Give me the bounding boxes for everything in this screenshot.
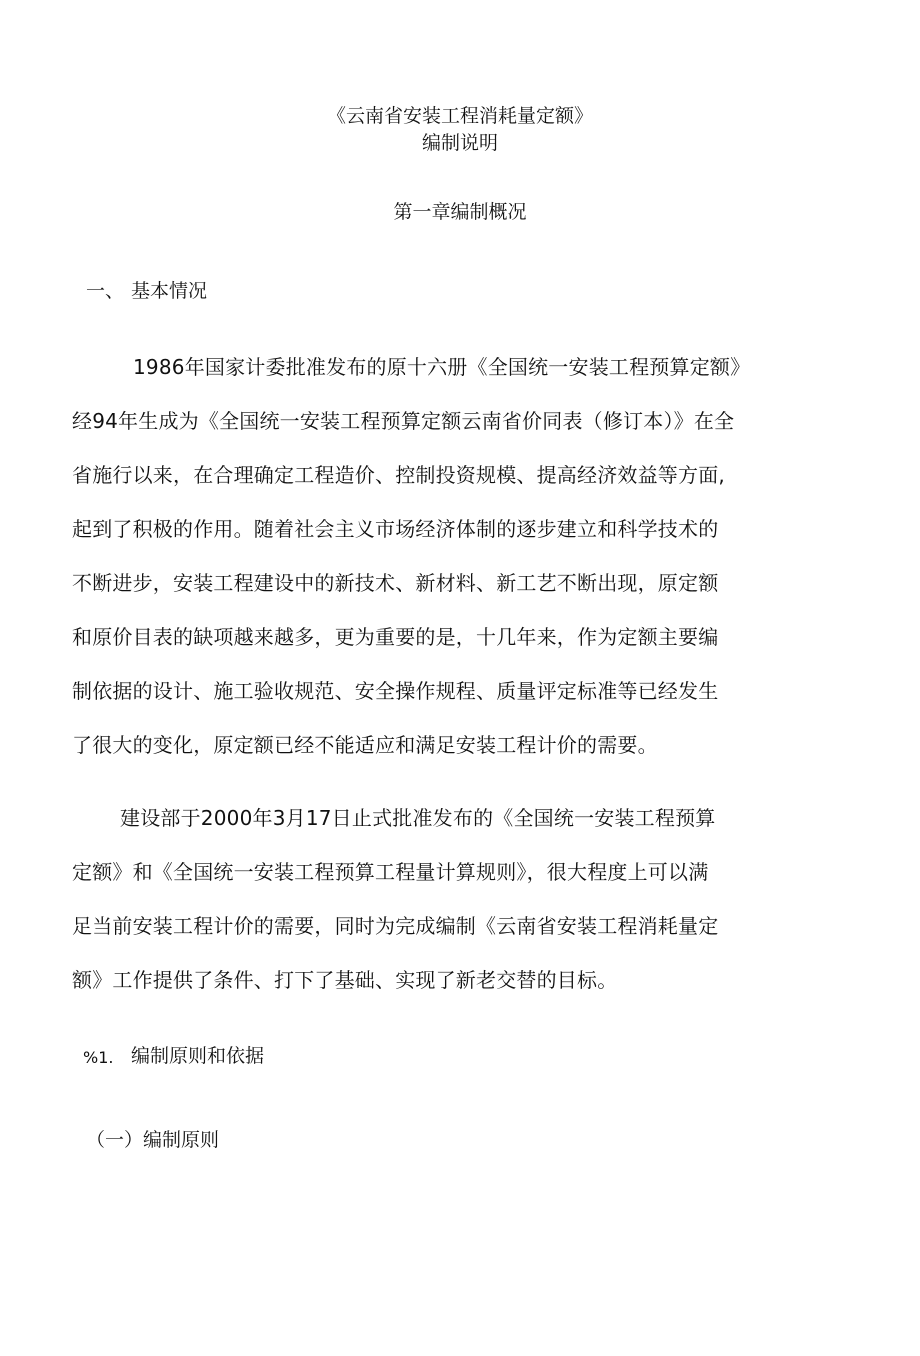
paragraph-line: 建设部于2000年3月17日止式批准发布的《全国统一安装工程预算: [120, 806, 716, 830]
paragraph-line: 足当前安装工程计价的需要，同时为完成编制《云南省安装工程消耗量定: [72, 914, 719, 938]
paragraph-line: 1986年国家计委批准发布的原十六册《全国统一安装工程预算定额》: [133, 355, 751, 379]
paragraph-line: 起到了积极的作用。随着社会主义市场经济体制的逐步建立和科学技术的: [72, 517, 719, 541]
document-title: 《云南省安装工程消耗量定额》: [326, 105, 593, 127]
subsection-title: （一）编制原则: [86, 1129, 220, 1151]
paragraph-line: 额》工作提供了条件、打下了基础、实现了新老交替的目标。: [72, 968, 618, 992]
paragraph-line: 制依据的设计、施工验收规范、安全操作规程、质量评定标准等已经发生: [72, 679, 719, 703]
chapter-title: 第一章编制概况: [393, 201, 527, 223]
paragraph-line: 不断进步，安装工程建设中的新技术、新材料、新工艺不断出现，原定额: [72, 571, 719, 595]
section-number: 一、: [86, 280, 125, 302]
section-number: %1.: [83, 1048, 114, 1067]
paragraph-line: 经94年生成为《全国统一安装工程预算定额云南省价同表（修订本）》在全: [72, 409, 735, 433]
section-title: 编制原则和依据: [131, 1045, 265, 1067]
paragraph-line: 省施行以来，在合理确定工程造价、控制投资规模、提高经济效益等方面,: [72, 463, 725, 487]
paragraph-line: 和原价目表的缺项越来越多，更为重要的是，十几年来，作为定额主要编: [72, 625, 719, 649]
paragraph-line: 了很大的变化，原定额已经不能适应和满足安装工程计价的需要。: [72, 733, 658, 757]
paragraph-line: 定额》和《全国统一安装工程预算工程量计算规则》，很大程度上可以满: [72, 860, 709, 884]
document-subtitle: 编制说明: [421, 132, 498, 154]
section-title: 基本情况: [131, 280, 208, 302]
